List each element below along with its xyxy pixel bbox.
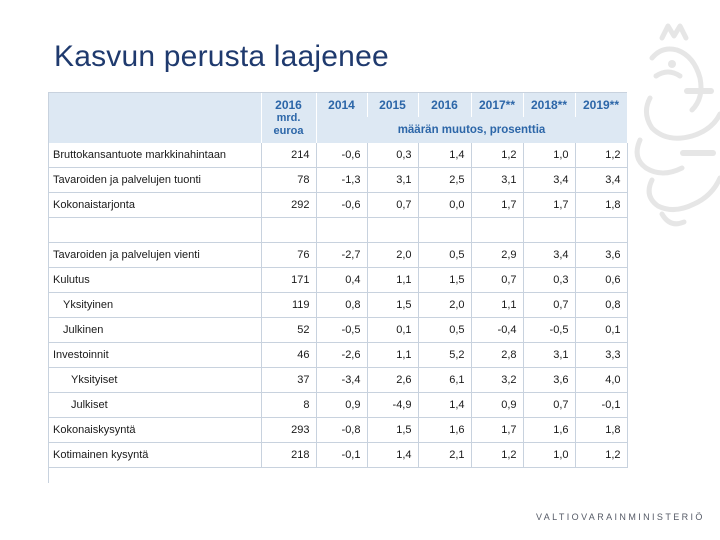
header-2016-level	[261, 93, 316, 143]
table-body	[49, 143, 627, 468]
row-value: 1,7	[471, 418, 523, 443]
row-value: -0,1	[575, 393, 627, 418]
table-row	[49, 318, 627, 343]
row-value: 1,4	[418, 143, 471, 168]
row-label: Tavaroiden ja palvelujen tuonti	[49, 168, 261, 193]
table-row	[49, 268, 627, 293]
row-value: 214	[261, 143, 316, 168]
row-value: 0,0	[418, 193, 471, 218]
row-value: 1,7	[471, 193, 523, 218]
row-value: -2,7	[316, 243, 367, 268]
row-value: 2,1	[418, 443, 471, 468]
row-value: 6,1	[418, 368, 471, 393]
row-value: 46	[261, 343, 316, 368]
row-value: 0,7	[471, 268, 523, 293]
row-value: 3,1	[367, 168, 418, 193]
row-value: 3,1	[523, 343, 575, 368]
row-value: 3,4	[523, 243, 575, 268]
row-value: 0,1	[367, 318, 418, 343]
row-value: -0,6	[316, 193, 367, 218]
row-value: 0,7	[367, 193, 418, 218]
row-value: 0,9	[471, 393, 523, 418]
row-label: Kokonaiskysyntä	[49, 418, 261, 443]
row-value: 37	[261, 368, 316, 393]
row-label: Yksityiset	[49, 368, 261, 393]
row-label	[49, 218, 261, 243]
header-year: 2015	[367, 93, 418, 117]
row-value: 0,1	[575, 318, 627, 343]
table-row	[49, 293, 627, 318]
row-value: 0,3	[367, 143, 418, 168]
row-value: 1,2	[471, 143, 523, 168]
table-row	[49, 418, 627, 443]
table-row	[49, 193, 627, 218]
row-value: 1,4	[418, 393, 471, 418]
table-row	[49, 393, 627, 418]
row-value	[471, 218, 523, 243]
row-value: 3,1	[471, 168, 523, 193]
row-value: 0,9	[316, 393, 367, 418]
row-value	[575, 218, 627, 243]
row-value: 1,5	[367, 293, 418, 318]
row-label: Kotimainen kysyntä	[49, 443, 261, 468]
row-value: 3,2	[471, 368, 523, 393]
header-year: 2017**	[471, 93, 523, 117]
row-value: 2,0	[418, 293, 471, 318]
row-value: -0,6	[316, 143, 367, 168]
row-label: Tavaroiden ja palvelujen vienti	[49, 243, 261, 268]
row-value: 78	[261, 168, 316, 193]
row-value: 3,3	[575, 343, 627, 368]
header-change-label: määrän muutos, prosenttia	[316, 117, 627, 143]
row-value: 1,1	[367, 268, 418, 293]
row-value: 0,3	[523, 268, 575, 293]
row-value: 3,4	[523, 168, 575, 193]
row-value	[316, 218, 367, 243]
header-unit-mrd: mrd.	[276, 112, 301, 124]
row-value: -3,4	[316, 368, 367, 393]
row-value: 1,1	[367, 343, 418, 368]
row-value	[367, 218, 418, 243]
table-row	[49, 168, 627, 193]
header-year: 2014	[316, 93, 367, 117]
row-value: 2,8	[471, 343, 523, 368]
row-value: -2,6	[316, 343, 367, 368]
table-row	[49, 368, 627, 393]
table-row	[49, 343, 627, 368]
row-value	[523, 218, 575, 243]
row-value	[418, 218, 471, 243]
row-value: -1,3	[316, 168, 367, 193]
table-row	[49, 443, 627, 468]
row-value: 1,2	[575, 143, 627, 168]
row-value: 76	[261, 243, 316, 268]
row-value: 2,6	[367, 368, 418, 393]
ministry-logo-text: VALTIOVARAINMINISTERIÖ	[536, 512, 705, 522]
row-value: -0,5	[316, 318, 367, 343]
row-value: 2,0	[367, 243, 418, 268]
row-value: 2,9	[471, 243, 523, 268]
row-value: 1,2	[471, 443, 523, 468]
row-value: 0,7	[523, 393, 575, 418]
row-value: -4,9	[367, 393, 418, 418]
row-value: 1,7	[523, 193, 575, 218]
row-label: Yksityinen	[49, 293, 261, 318]
header-unit-euroa: euroa	[273, 125, 304, 137]
table-row	[49, 143, 627, 168]
row-value: 5,2	[418, 343, 471, 368]
row-value: 1,0	[523, 443, 575, 468]
row-value: 0,8	[575, 293, 627, 318]
row-value: 0,7	[523, 293, 575, 318]
row-label: Investoinnit	[49, 343, 261, 368]
row-value: 3,6	[523, 368, 575, 393]
header-corner	[49, 93, 261, 143]
row-value: 0,5	[418, 318, 471, 343]
row-value	[261, 218, 316, 243]
slide-title: Kasvun perusta laajenee	[54, 40, 389, 73]
row-value: 1,6	[418, 418, 471, 443]
row-label: Bruttokansantuote markkinahintaan	[49, 143, 261, 168]
row-value: 1,5	[418, 268, 471, 293]
row-value: 3,6	[575, 243, 627, 268]
header-year-2016: 2016	[275, 98, 302, 112]
row-label: Kulutus	[49, 268, 261, 293]
row-label: Julkinen	[49, 318, 261, 343]
row-value: 1,6	[523, 418, 575, 443]
row-value: 0,5	[418, 243, 471, 268]
row-value: 3,4	[575, 168, 627, 193]
row-value: 2,5	[418, 168, 471, 193]
header-year: 2018**	[523, 93, 575, 117]
row-value: -0,8	[316, 418, 367, 443]
row-value: 0,8	[316, 293, 367, 318]
row-value: -0,5	[523, 318, 575, 343]
row-value: 1,4	[367, 443, 418, 468]
row-value: 171	[261, 268, 316, 293]
economic-forecast-table	[48, 92, 627, 483]
row-label: Kokonaistarjonta	[49, 193, 261, 218]
row-value: 0,4	[316, 268, 367, 293]
header-year: 2019**	[575, 93, 627, 117]
row-value: 1,8	[575, 193, 627, 218]
row-value: -0,1	[316, 443, 367, 468]
row-value: 1,8	[575, 418, 627, 443]
row-value: -0,4	[471, 318, 523, 343]
row-value: 52	[261, 318, 316, 343]
row-value: 218	[261, 443, 316, 468]
row-value: 1,5	[367, 418, 418, 443]
row-value: 1,1	[471, 293, 523, 318]
row-value: 4,0	[575, 368, 627, 393]
row-value: 1,2	[575, 443, 627, 468]
row-value: 1,0	[523, 143, 575, 168]
table-row	[49, 218, 627, 243]
row-value: 293	[261, 418, 316, 443]
table-row	[49, 243, 627, 268]
row-label: Julkiset	[49, 393, 261, 418]
row-value: 8	[261, 393, 316, 418]
header-year: 2016	[418, 93, 471, 117]
lion-crest-icon	[622, 18, 720, 233]
row-value: 119	[261, 293, 316, 318]
row-value: 292	[261, 193, 316, 218]
row-value: 0,6	[575, 268, 627, 293]
